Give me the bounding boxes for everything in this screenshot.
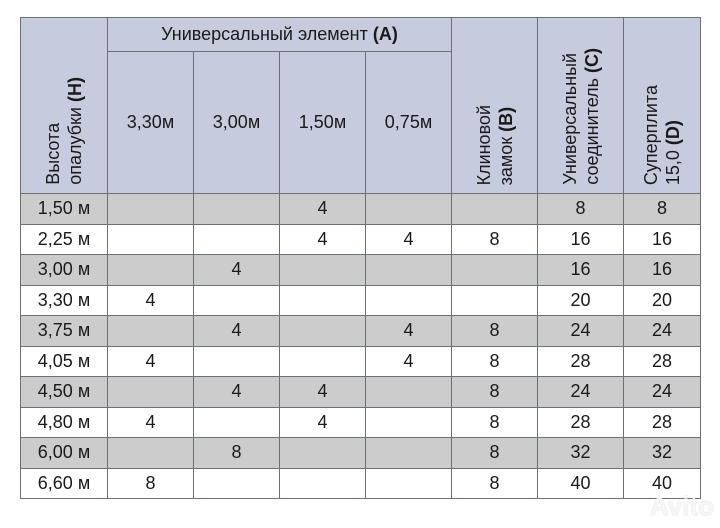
height-cell: 6,00 м bbox=[21, 438, 108, 469]
a-0-75-cell bbox=[366, 438, 452, 469]
superplate-cell: 24 bbox=[624, 377, 701, 408]
header-d-tag: (D) bbox=[663, 119, 684, 145]
wedge-lock-cell bbox=[452, 255, 538, 286]
header-a-1-50: 1,50м bbox=[280, 52, 366, 194]
header-c-tag: (C) bbox=[581, 48, 602, 74]
header-universal-connector bbox=[538, 18, 624, 194]
a-1-50-cell bbox=[280, 316, 366, 347]
height-cell: 4,05 м bbox=[21, 346, 108, 377]
height-cell: 2,25 м bbox=[21, 224, 108, 255]
superplate-cell: 24 bbox=[624, 316, 701, 347]
a-1-50-cell bbox=[280, 468, 366, 499]
superplate-cell: 40 bbox=[624, 468, 701, 499]
a-3-00-cell bbox=[194, 224, 280, 255]
a-0-75-cell bbox=[366, 377, 452, 408]
connector-cell: 16 bbox=[538, 224, 624, 255]
connector-cell: 8 bbox=[538, 194, 624, 225]
a-1-50-cell: 4 bbox=[280, 377, 366, 408]
a-3-00-cell bbox=[194, 285, 280, 316]
a-3-30-cell bbox=[108, 316, 194, 347]
wedge-lock-cell: 8 bbox=[452, 224, 538, 255]
header-b-tag: (B) bbox=[495, 106, 516, 132]
height-cell: 1,50 м bbox=[21, 194, 108, 225]
height-cell: 6,60 м bbox=[21, 468, 108, 499]
superplate-cell: 16 bbox=[624, 224, 701, 255]
a-0-75-cell bbox=[366, 407, 452, 438]
table-row bbox=[21, 468, 701, 499]
a-0-75-cell: 4 bbox=[366, 346, 452, 377]
header-b-line2: замок bbox=[495, 136, 516, 185]
header-height-tag: (H) bbox=[65, 77, 85, 103]
a-1-50-cell bbox=[280, 255, 366, 286]
header-a-3-00: 3,00м bbox=[194, 52, 280, 194]
table-row bbox=[21, 316, 701, 347]
a-1-50-cell: 4 bbox=[280, 194, 366, 225]
wedge-lock-cell bbox=[452, 194, 538, 225]
superplate-cell: 20 bbox=[624, 285, 701, 316]
a-0-75-cell bbox=[366, 255, 452, 286]
a-3-00-cell: 4 bbox=[194, 255, 280, 286]
superplate-cell: 8 bbox=[624, 194, 701, 225]
connector-cell: 24 bbox=[538, 316, 624, 347]
header-d-line1: Суперплита bbox=[641, 84, 662, 185]
table-row bbox=[21, 438, 701, 469]
header-d-line2: 15,0 bbox=[663, 149, 684, 185]
connector-cell: 28 bbox=[538, 346, 624, 377]
header-group-a-tag: (A) bbox=[372, 24, 398, 44]
connector-cell: 20 bbox=[538, 285, 624, 316]
wedge-lock-cell: 8 bbox=[452, 407, 538, 438]
table-row bbox=[21, 346, 701, 377]
a-3-30-cell bbox=[108, 377, 194, 408]
avito-watermark: Avito bbox=[649, 491, 714, 521]
a-3-00-cell: 4 bbox=[194, 377, 280, 408]
superplate-cell: 28 bbox=[624, 346, 701, 377]
height-cell: 3,75 м bbox=[21, 316, 108, 347]
wedge-lock-cell: 8 bbox=[452, 316, 538, 347]
header-a-3-30: 3,30м bbox=[108, 52, 194, 194]
header-c-line1: Универсальный bbox=[559, 53, 580, 185]
a-3-30-cell bbox=[108, 438, 194, 469]
header-universal-element bbox=[108, 18, 452, 52]
a-3-30-cell: 4 bbox=[108, 285, 194, 316]
a-0-75-cell: 4 bbox=[366, 224, 452, 255]
a-3-00-cell: 8 bbox=[194, 438, 280, 469]
a-1-50-cell bbox=[280, 285, 366, 316]
superplate-cell: 16 bbox=[624, 255, 701, 286]
wedge-lock-cell: 8 bbox=[452, 438, 538, 469]
a-3-00-cell bbox=[194, 468, 280, 499]
a-1-50-cell: 4 bbox=[280, 224, 366, 255]
height-cell: 4,80 м bbox=[21, 407, 108, 438]
connector-cell: 32 bbox=[538, 438, 624, 469]
a-3-00-cell: 4 bbox=[194, 316, 280, 347]
table-row bbox=[21, 224, 701, 255]
table-row bbox=[21, 407, 701, 438]
connector-cell: 28 bbox=[538, 407, 624, 438]
a-3-30-cell bbox=[108, 194, 194, 225]
connector-cell: 40 bbox=[538, 468, 624, 499]
header-group-a-label: Универсальный элемент bbox=[161, 24, 368, 44]
header-wedge-lock bbox=[452, 18, 538, 194]
table-row bbox=[21, 194, 701, 225]
header-c-line2: соединитель bbox=[581, 78, 602, 185]
a-0-75-cell bbox=[366, 194, 452, 225]
a-3-00-cell bbox=[194, 407, 280, 438]
a-3-00-cell bbox=[194, 346, 280, 377]
a-3-30-cell: 4 bbox=[108, 346, 194, 377]
a-0-75-cell bbox=[366, 285, 452, 316]
header-height-line2: опалубки bbox=[65, 107, 85, 185]
formwork-spec-table bbox=[20, 17, 701, 499]
a-1-50-cell bbox=[280, 438, 366, 469]
a-0-75-cell bbox=[366, 468, 452, 499]
a-3-00-cell bbox=[194, 194, 280, 225]
height-cell: 3,30 м bbox=[21, 285, 108, 316]
height-cell: 4,50 м bbox=[21, 377, 108, 408]
header-height-line1: Высота bbox=[43, 123, 63, 185]
a-0-75-cell: 4 bbox=[366, 316, 452, 347]
connector-cell: 24 bbox=[538, 377, 624, 408]
wedge-lock-cell: 8 bbox=[452, 377, 538, 408]
a-3-30-cell: 8 bbox=[108, 468, 194, 499]
wedge-lock-cell: 8 bbox=[452, 468, 538, 499]
a-3-30-cell bbox=[108, 224, 194, 255]
a-3-30-cell: 4 bbox=[108, 407, 194, 438]
table-body bbox=[21, 194, 701, 499]
header-b-line1: Клиновой bbox=[473, 104, 494, 185]
table-row bbox=[21, 285, 701, 316]
height-cell: 3,00 м bbox=[21, 255, 108, 286]
a-1-50-cell: 4 bbox=[280, 407, 366, 438]
wedge-lock-cell bbox=[452, 285, 538, 316]
a-1-50-cell bbox=[280, 346, 366, 377]
table-row bbox=[21, 377, 701, 408]
a-3-30-cell bbox=[108, 255, 194, 286]
header-a-0-75: 0,75м bbox=[366, 52, 452, 194]
superplate-cell: 28 bbox=[624, 407, 701, 438]
wedge-lock-cell: 8 bbox=[452, 346, 538, 377]
connector-cell: 16 bbox=[538, 255, 624, 286]
header-superplate bbox=[624, 18, 701, 194]
header-height bbox=[21, 18, 108, 194]
superplate-cell: 32 bbox=[624, 438, 701, 469]
table-row bbox=[21, 255, 701, 286]
